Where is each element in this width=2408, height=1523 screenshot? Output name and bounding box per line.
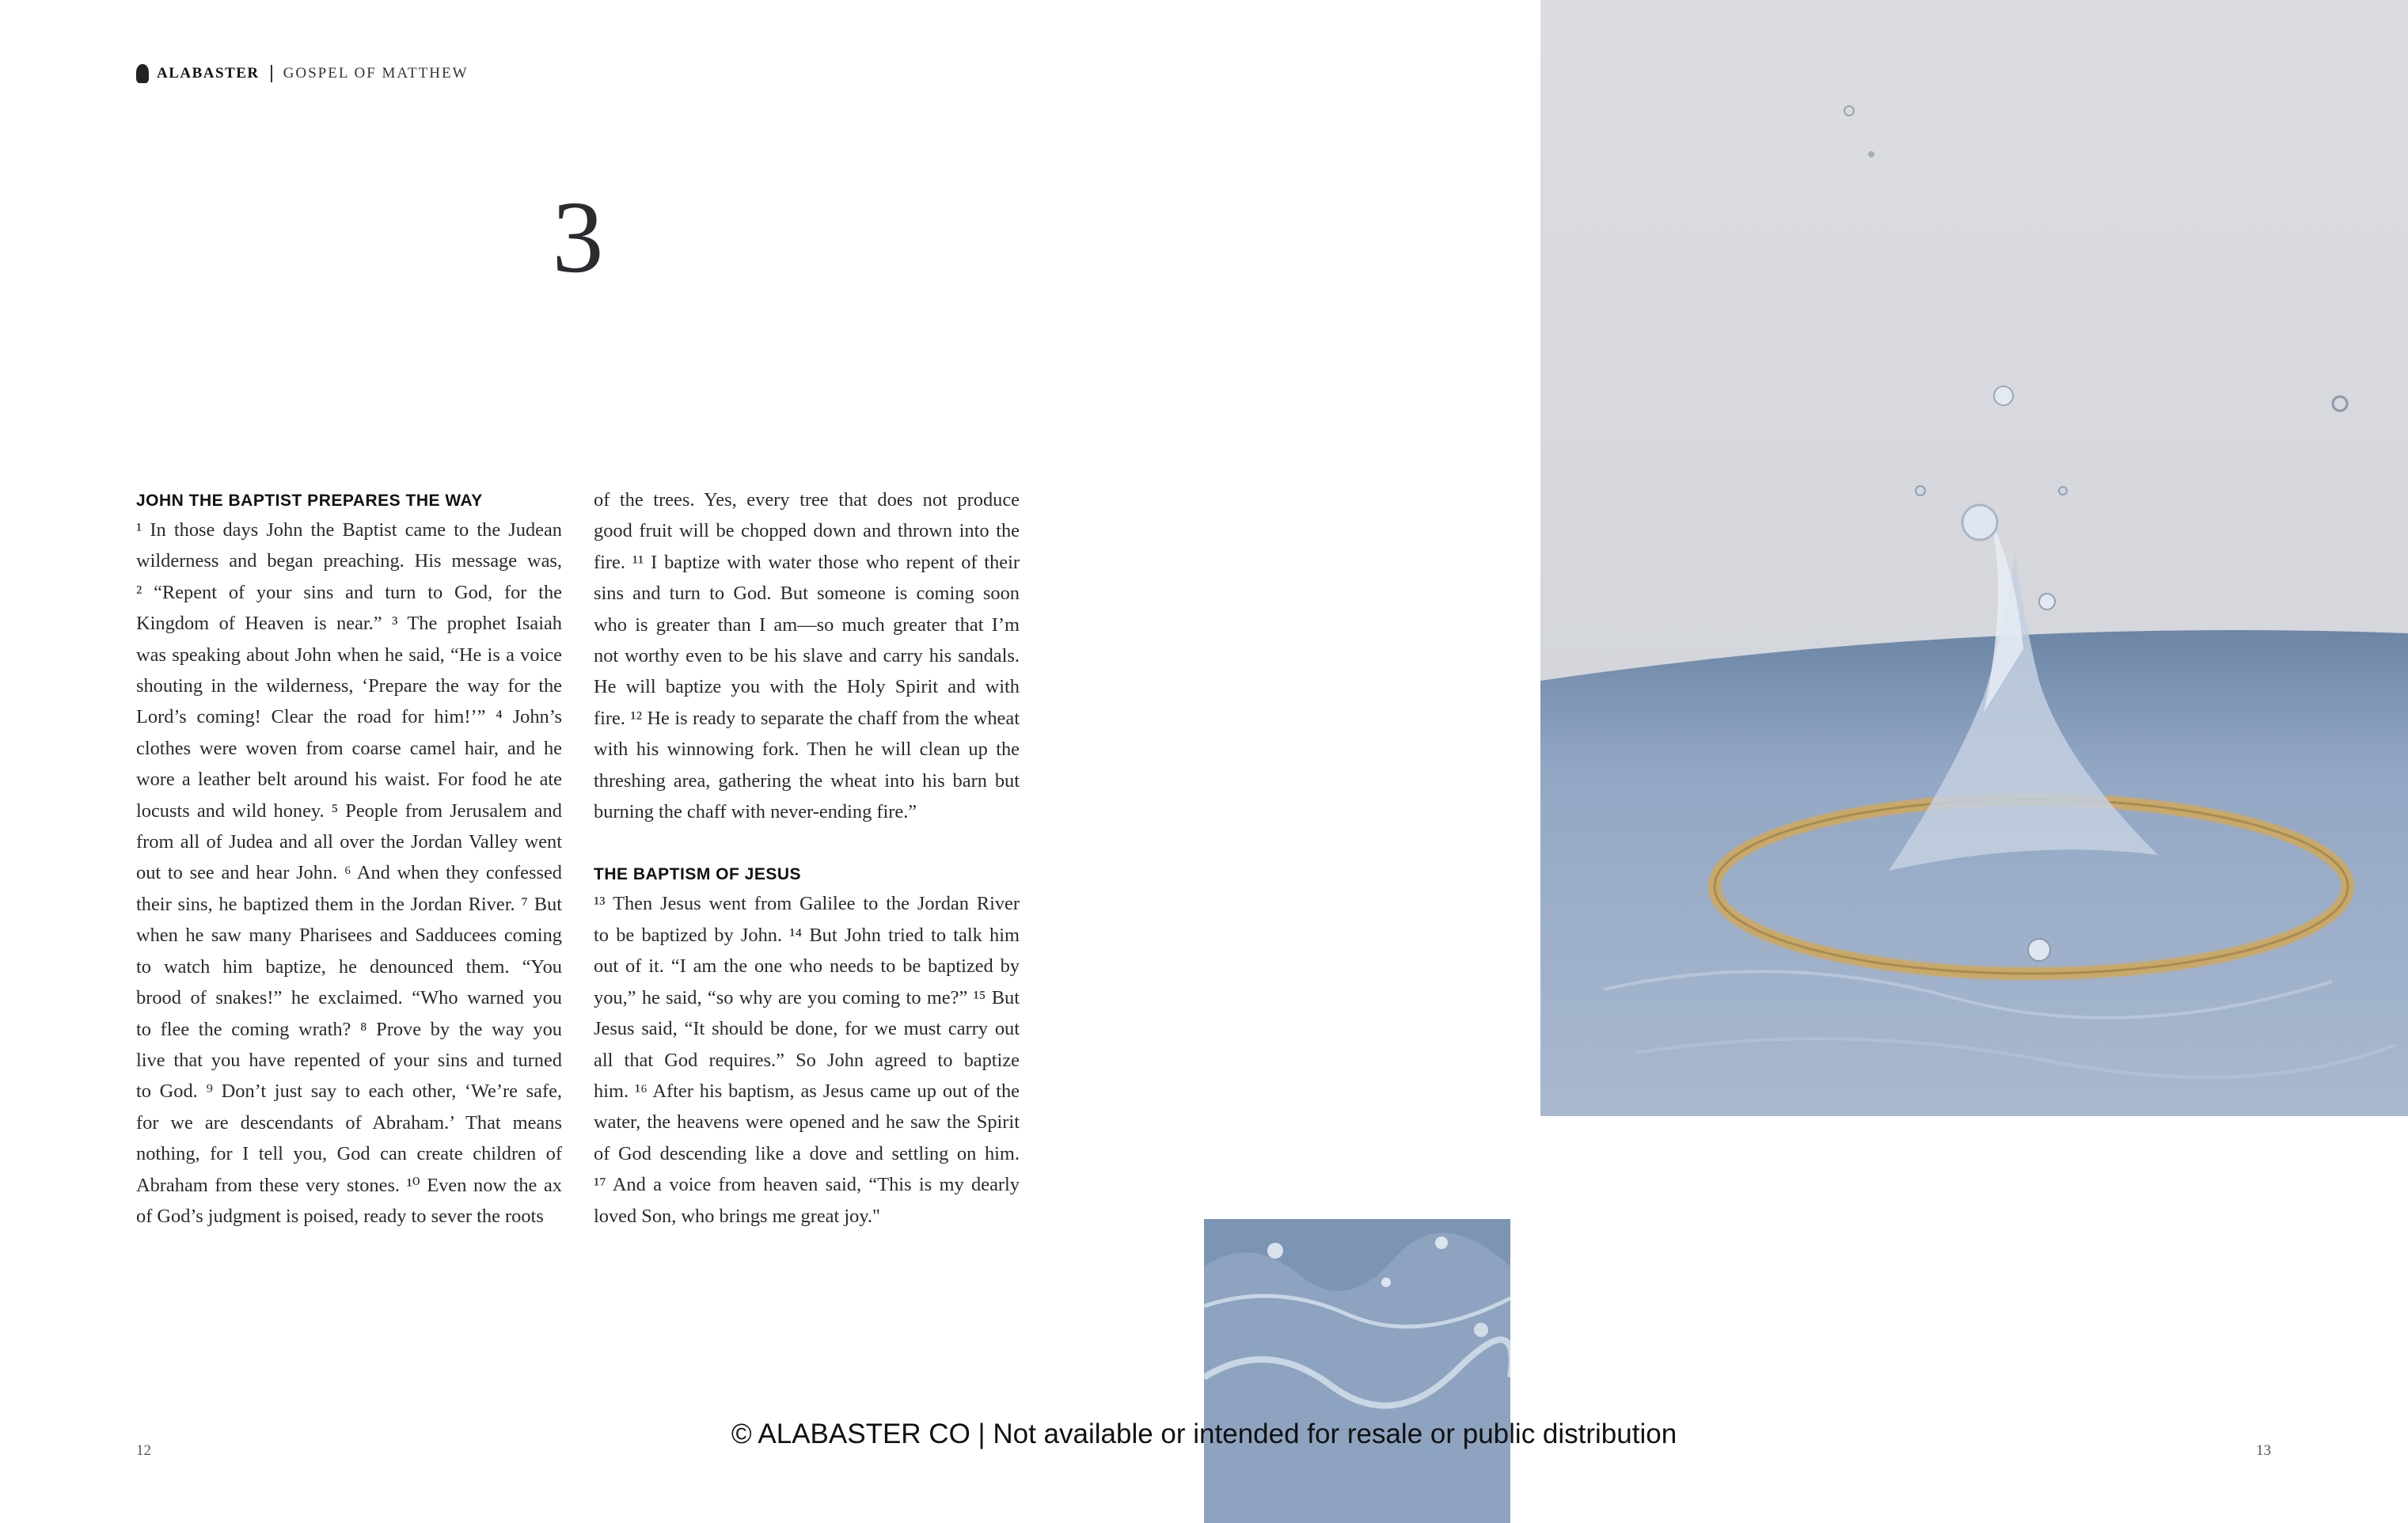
text-line: for we are descendants of Abraham.’ That means bbox=[136, 1111, 562, 1134]
text-line: ¹ In those days John the Baptist came to the Judean bbox=[136, 519, 562, 541]
left-body-text bbox=[136, 515, 562, 1232]
brand-name: ALABASTER bbox=[157, 65, 260, 82]
text-line: sins and turn to God. But someone is coming soon bbox=[594, 583, 1020, 605]
text-line: all that God requires.” So John agreed to baptize bbox=[594, 1049, 1020, 1071]
text-line: of God’s judgment is poised, ready to sever the roots bbox=[136, 1205, 544, 1227]
text-line: loved Son, who brings me great joy." bbox=[594, 1205, 880, 1227]
text-line: Lord’s coming! Clear the road for him!’” ⁴ John’s bbox=[136, 706, 562, 728]
book-title: GOSPEL OF MATTHEW bbox=[283, 65, 469, 82]
right-body-text-part2 bbox=[594, 888, 1020, 1231]
section-heading-john-baptist: JOHN THE BAPTIST PREPARES THE WAY bbox=[136, 492, 483, 510]
text-line: ² “Repent of your sins and turn to God, for the bbox=[136, 581, 562, 603]
page-number-right: 13 bbox=[2256, 1442, 2271, 1459]
text-line: brood of snakes!” he exclaimed. “Who warned you bbox=[136, 987, 562, 1009]
copyright-footer: © ALABASTER CO | Not available or intended for resale or public distribution bbox=[731, 1419, 1677, 1449]
text-line: to watch him baptize, he denounced them. “You bbox=[136, 955, 562, 978]
section-heading-baptism: THE BAPTISM OF JESUS bbox=[594, 865, 802, 884]
text-line: not worthy even to be his slave and carry his sandals. bbox=[594, 645, 1020, 667]
text-line: who is greater than I am—so much greater that I’m bbox=[594, 613, 1020, 636]
text-line: when he saw many Pharisees and Sadducees coming bbox=[136, 925, 562, 947]
alabaster-jar-icon bbox=[136, 64, 149, 83]
text-line: out of it. “I am the one who needs to be baptized by bbox=[594, 955, 1020, 978]
text-line: Jesus said, “It should be done, for we must carry out bbox=[594, 1018, 1020, 1040]
text-line: Abraham from these very stones. ¹⁰ Even now the ax bbox=[136, 1174, 562, 1196]
text-line: burning the chaff with never-ending fire.” bbox=[594, 801, 917, 823]
chapter-number: 3 bbox=[552, 180, 604, 294]
text-line: ¹³ Then Jesus went from Galilee to the Jordan River bbox=[594, 893, 1020, 915]
text-line: to God. ⁹ Don’t just say to each other, ‘We’re safe, bbox=[136, 1081, 562, 1103]
text-line: good fruit will be chopped down and thrown into the bbox=[594, 520, 1020, 542]
text-line: clothes were woven from coarse camel hair, and he bbox=[136, 737, 562, 759]
running-header bbox=[136, 62, 469, 85]
text-line: ¹⁷ And a voice from heaven said, “This is my dearly bbox=[594, 1174, 1020, 1196]
text-line: nothing, for I tell you, God can create children of bbox=[136, 1143, 562, 1165]
text-line: fire. ¹² He is ready to separate the chaff from the wheat bbox=[594, 707, 1020, 729]
text-line: of the trees. Yes, every tree that does not produce bbox=[594, 489, 1020, 511]
text-line: their sins, he baptized them in the Jordan River. ⁷ But bbox=[136, 893, 562, 915]
right-text-column bbox=[594, 484, 1020, 1232]
text-line: from all of Judea and all over the Jordan Valley went bbox=[136, 831, 562, 853]
right-body-text-part1 bbox=[594, 484, 1020, 827]
text-line: to flee the coming wrath? ⁸ Prove by the way you bbox=[136, 1018, 562, 1040]
left-text-column bbox=[136, 484, 562, 1232]
text-line: He will baptize you with the Holy Spirit and with bbox=[594, 676, 1020, 698]
water-splash-photo bbox=[1540, 0, 2408, 1116]
text-line: was speaking about John when he said, “He is a voice bbox=[136, 644, 562, 666]
text-line: locusts and wild honey. ⁵ People from Jerusalem and bbox=[136, 799, 562, 822]
text-line: to be baptized by John. ¹⁴ But John tried to talk him bbox=[594, 924, 1020, 946]
text-line: shouting in the wilderness, ‘Prepare the way for the bbox=[136, 675, 562, 697]
page-number-left: 12 bbox=[136, 1442, 151, 1459]
text-line: wore a leather belt around his waist. For food he ate bbox=[136, 769, 562, 791]
text-line: threshing area, gathering the wheat into his barn but bbox=[594, 769, 1020, 792]
text-line: you,” he said, “so why are you coming to me?” ¹⁵ But bbox=[594, 986, 1020, 1008]
text-line: Kingdom of Heaven is near.” ³ The prophet Isaiah bbox=[136, 613, 562, 635]
water-closeup-photo bbox=[1204, 1219, 1510, 1523]
text-line: out to see and hear John. ⁶ And when they confessed bbox=[136, 862, 562, 884]
text-line: live that you have repented of your sins and turned bbox=[136, 1049, 562, 1071]
paragraph-gap bbox=[594, 827, 1020, 858]
text-line: fire. ¹¹ I baptize with water those who repent of their bbox=[594, 551, 1020, 573]
header-divider bbox=[271, 65, 272, 82]
text-line: water, the heavens were opened and he saw the Spirit bbox=[594, 1111, 1020, 1134]
text-line: wilderness and began preaching. His message was, bbox=[136, 550, 562, 572]
text-line: of God descending like a dove and settling on him. bbox=[594, 1142, 1020, 1164]
text-line: him. ¹⁶ After his baptism, as Jesus came up out of the bbox=[594, 1080, 1020, 1102]
text-line: with his winnowing fork. Then he will clean up the bbox=[594, 739, 1020, 761]
